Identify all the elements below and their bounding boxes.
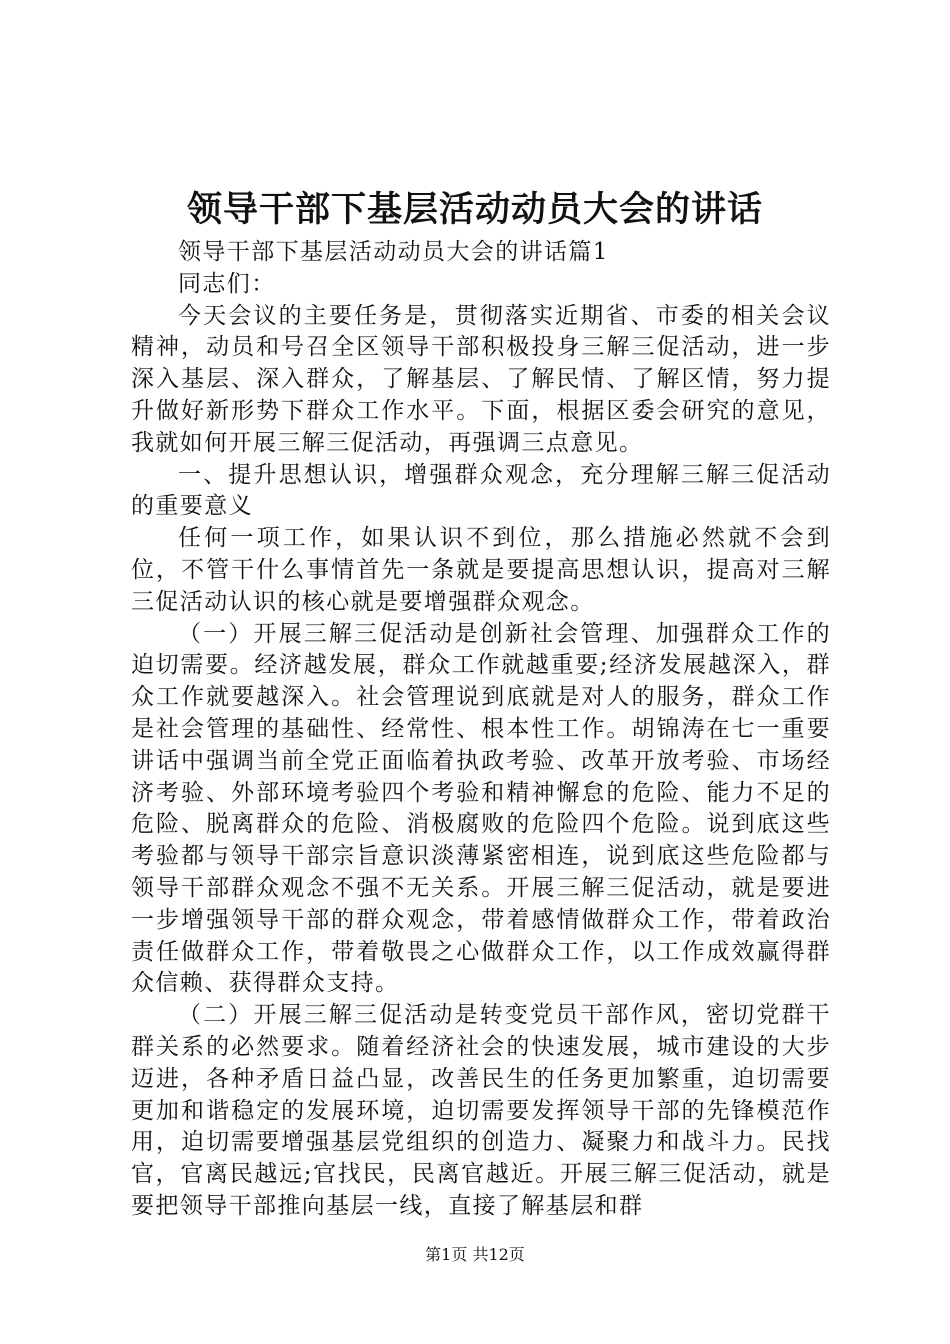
body-paragraph: 任何一项工作，如果认识不到位，那么措施必然就不会到位，不管干什么事情首先一条就是要提高思想认识，提高对三解三促活动认识的核心就是要增强群众观念。 xyxy=(131,525,831,615)
body-paragraph: （一）开展三解三促活动是创新社会管理、加强群众工作的迫切需要。经济越发展，群众工作就越重要;经济发展越深入，群众工作就要越深入。社会管理说到底就是对人的服务，群众工作是社会管理的基础性、经常性、根本性工作。胡锦涛在七一重要讲话中强调当前全党正面临着执政考验、改革开放考验、市场经济考验、外部环境考验四个考验和精神懈怠的危险、能力不足的危险、脱离群众的危险、消极腐败的危险四个危险。说到底这些考验都与领导干部宗旨意识淡薄紧密相连，说到底这些危险都与领导干部群众观念不强不无关系。开展三解三促活动，就是要进一步增强领导干部的群众观念，带着感情做群众工作，带着政治责任做群众工作，带着敬畏之心做群众工作，以工作成效赢得群众信赖、获得群众支持。 xyxy=(131,620,831,997)
salutation-paragraph: 同志们： xyxy=(178,270,276,297)
document-body xyxy=(131,237,831,1223)
body-paragraph: （二）开展三解三促活动是转变党员干部作风，密切党群干群关系的必然要求。随着经济社会的快速发展，城市建设的大步迈进，各种矛盾日益凸显，改善民生的任务更加繁重，迫切需要更加和谐稳定的发展环境，迫切需要发挥领导干部的先锋模范作用，迫切需要增强基层党组织的创造力、凝聚力和战斗力。民找官，官离民越远;官找民，民离官越近。开展三解三促活动，就是要把领导干部推向基层一线，直接了解基层和群 xyxy=(131,1002,831,1219)
page-footer: 第1页 共12页 xyxy=(425,1245,525,1264)
body-paragraph: 今天会议的主要任务是，贯彻落实近期省、市委的相关会议精神，动员和号召全区领导干部积极投身三解三促活动，进一步深入基层、深入群众，了解基层、了解民情、了解区情，努力提升做好新形势下群众工作水平。下面，根据区委会研究的意见，我就如何开展三解三促活动，再强调三点意见。 xyxy=(131,302,831,456)
document-title: 领导干部下基层活动动员大会的讲话 xyxy=(186,190,763,230)
subtitle-paragraph: 领导干部下基层活动动员大会的讲话篇1 xyxy=(178,239,609,265)
section-heading: 一、提升思想认识，增强群众观念，充分理解三解三促活动的重要意义 xyxy=(131,461,831,520)
